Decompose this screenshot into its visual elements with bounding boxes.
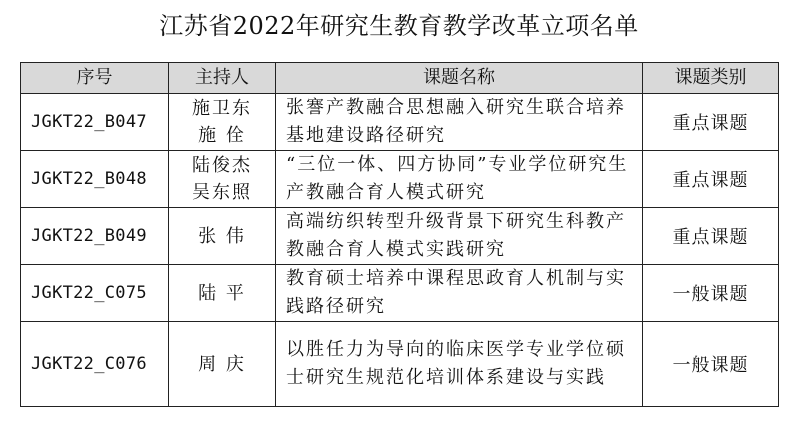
project-name: 高端纺织转型升级背景下研究生科教产教融合育人模式实践研究	[276, 208, 643, 265]
project-type: 一般课题	[643, 265, 779, 322]
header-host: 主持人	[169, 63, 276, 94]
project-host	[169, 151, 276, 208]
project-code: JGKT22_B049	[21, 208, 169, 265]
table-row	[21, 94, 779, 151]
project-name: 以胜任力为导向的临床医学专业学位硕士研究生规范化培训体系建设与实践	[276, 322, 643, 407]
table-row	[21, 151, 779, 208]
table-row	[21, 322, 779, 407]
project-list-table	[20, 62, 779, 407]
header-code: 序号	[21, 63, 169, 94]
project-host	[169, 322, 276, 407]
header-type: 课题类别	[643, 63, 779, 94]
project-host	[169, 94, 276, 151]
host-name: 张 伟	[198, 225, 246, 247]
table-row	[21, 265, 779, 322]
project-code: JGKT22_B048	[21, 151, 169, 208]
host-name: 陆俊杰	[192, 155, 252, 176]
document-title: 江苏省2022年研究生教育教学改革立项名单	[159, 12, 639, 40]
project-type: 重点课题	[643, 208, 779, 265]
project-type: 一般课题	[643, 322, 779, 407]
project-code: JGKT22_C075	[21, 265, 169, 322]
host-name: 施 佺	[198, 125, 246, 146]
project-name: 张謇产教融合思想融入研究生联合培养基地建设路径研究	[276, 94, 643, 151]
header-name: 课题名称	[276, 63, 643, 94]
table-row	[21, 208, 779, 265]
project-name: 教育硕士培养中课程思政育人机制与实践路径研究	[276, 265, 643, 322]
host-name: 施卫东	[192, 98, 252, 119]
project-name: “三位一体、四方协同”专业学位研究生产教融合育人模式研究	[276, 151, 643, 208]
project-type: 重点课题	[643, 94, 779, 151]
project-type: 重点课题	[643, 151, 779, 208]
host-name: 陆 平	[198, 282, 246, 304]
host-name: 吴东照	[192, 182, 252, 203]
project-code: JGKT22_B047	[21, 94, 169, 151]
table-header-row	[21, 63, 779, 94]
host-name: 周 庆	[198, 353, 246, 375]
project-host	[169, 265, 276, 322]
project-host	[169, 208, 276, 265]
project-code: JGKT22_C076	[21, 322, 169, 407]
